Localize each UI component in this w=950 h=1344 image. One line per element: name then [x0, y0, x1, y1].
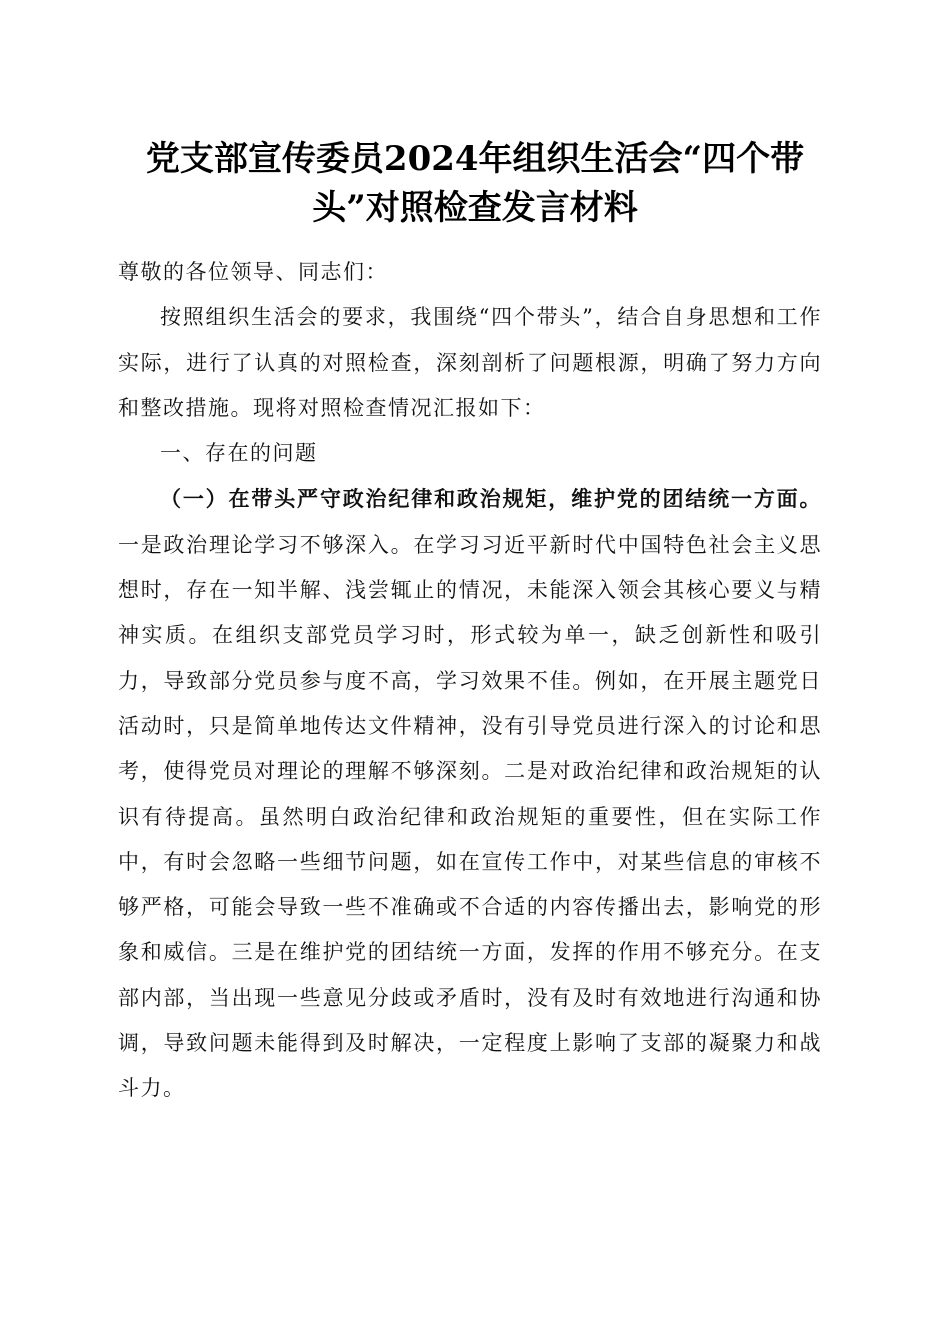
document-title: 党支部宣传委员2024年组织生活会“四个带头”对照检查发言材料: [145, 139, 805, 228]
section-heading-problems: 一、存在的问题: [160, 441, 318, 466]
sub-section-1: [118, 476, 822, 1111]
greeting: 尊敬的各位领导、同志们：: [118, 260, 388, 284]
document-body: [118, 250, 822, 1112]
sub-section-1-heading: （一）在带头严守政治纪律和政治规矩，维护党的团结统一方面。: [160, 486, 822, 512]
sub-section-1-text: 一是政治理论学习不够深入。在学习习近平新时代中国特色社会主义思想时，存在一知半解、浅尝辄止的情况，未能深入领会其核心要义与精神实质。在组织支部党员学习时，形式较为单一，缺乏创新性和吸引力，导致部分党员参与度不高，学习效果不佳。例如，在开展主题党日活动时，只是简单地传达文件精神，没有引导党员进行深入的讨论和思考，使得党员对理论的理解不够深刻。二是对政治纪律和政治规矩的认识有待提高。虽然明白政治纪律和政治规矩的重要性，但在实际工作中，有时会忽略一些细节问题，如在宣传工作中，对某些信息的审核不够严格，可能会导致一些不准确或不合适的内容传播出去，影响党的形象和威信。三是在维护党的团结统一方面，发挥的作用不够充分。在支部内部，当出现一些意见分歧或矛盾时，没有及时有效地进行沟通和协调，导致问题未能得到及时解决，一定程度上影响了支部的凝聚力和战斗力。: [118, 532, 822, 1101]
intro-paragraph: 按照组织生活会的要求，我围绕“四个带头”，结合自身思想和工作实际，进行了认真的对照检查，深刻剖析了问题根源，明确了努力方向和整改措施。现将对照检查情况汇报如下：: [118, 305, 822, 420]
